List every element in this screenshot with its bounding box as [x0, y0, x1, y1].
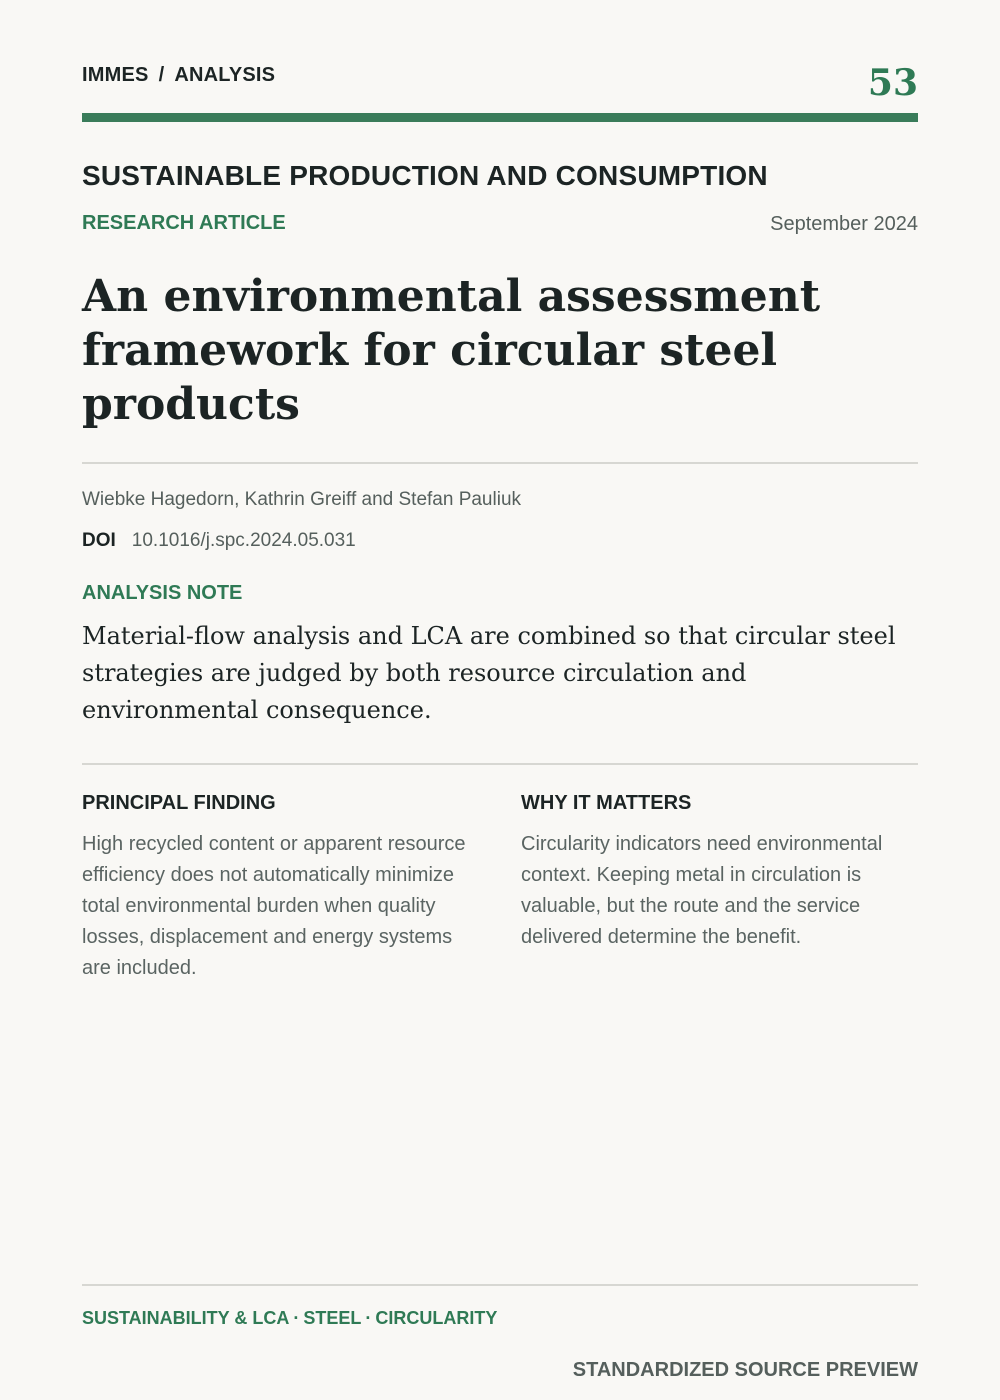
header-accent-rule [82, 113, 918, 122]
topic-tag: SUSTAINABILITY & LCA [82, 1308, 290, 1328]
section-divider [82, 763, 918, 765]
article-type: RESEARCH ARTICLE [82, 212, 286, 234]
analysis-note-text: Material-flow analysis and LCA are combined so that circular steel strategies are judged by both resource circulation and environmental consequence. [82, 622, 896, 724]
topic-tags [82, 1308, 497, 1329]
doi-row [82, 530, 356, 552]
breadcrumb [82, 64, 275, 87]
footer-divider [82, 1284, 918, 1286]
principal-finding-section [82, 792, 480, 984]
breadcrumb-item-publisher: IMMES [82, 64, 149, 86]
page-number: 53 [867, 62, 918, 104]
tag-separator: · [365, 1308, 372, 1328]
analysis-note-label: ANALYSIS NOTE [82, 582, 243, 604]
article-page [82, 0, 918, 1400]
title-divider [82, 462, 918, 464]
why-it-matters-heading: WHY IT MATTERS [521, 792, 692, 814]
tag-separator: · [293, 1308, 300, 1328]
doi-value: 10.1016/j.spc.2024.05.031 [131, 530, 356, 551]
principal-finding-text: High recycled content or apparent resource efficiency does not automatically minimize total environmental burden when quality losses, displacement and energy systems are included. [82, 833, 466, 979]
why-it-matters-text: Circularity indicators need environmental context. Keeping metal in circulation is valuable, but the route and the service delivered determine the benefit. [521, 833, 883, 948]
why-it-matters-section [521, 792, 919, 953]
author-list: Wiebke Hagedorn, Kathrin Greiff and Stefan Pauliuk [82, 489, 522, 510]
doi-label: DOI [82, 530, 116, 551]
principal-finding-heading: PRINCIPAL FINDING [82, 792, 276, 814]
article-title: An environmental assessment framework for circular steel products [82, 271, 821, 430]
topic-tag: STEEL [303, 1308, 362, 1328]
breadcrumb-separator: / [158, 64, 165, 86]
footer-note: STANDARDIZED SOURCE PREVIEW [572, 1359, 918, 1381]
publication-date: September 2024 [770, 213, 918, 235]
breadcrumb-item-section: ANALYSIS [174, 64, 276, 86]
journal-name: SUSTAINABLE PRODUCTION AND CONSUMPTION [82, 160, 768, 191]
topic-tag: CIRCULARITY [375, 1308, 498, 1328]
page-header [82, 62, 918, 106]
